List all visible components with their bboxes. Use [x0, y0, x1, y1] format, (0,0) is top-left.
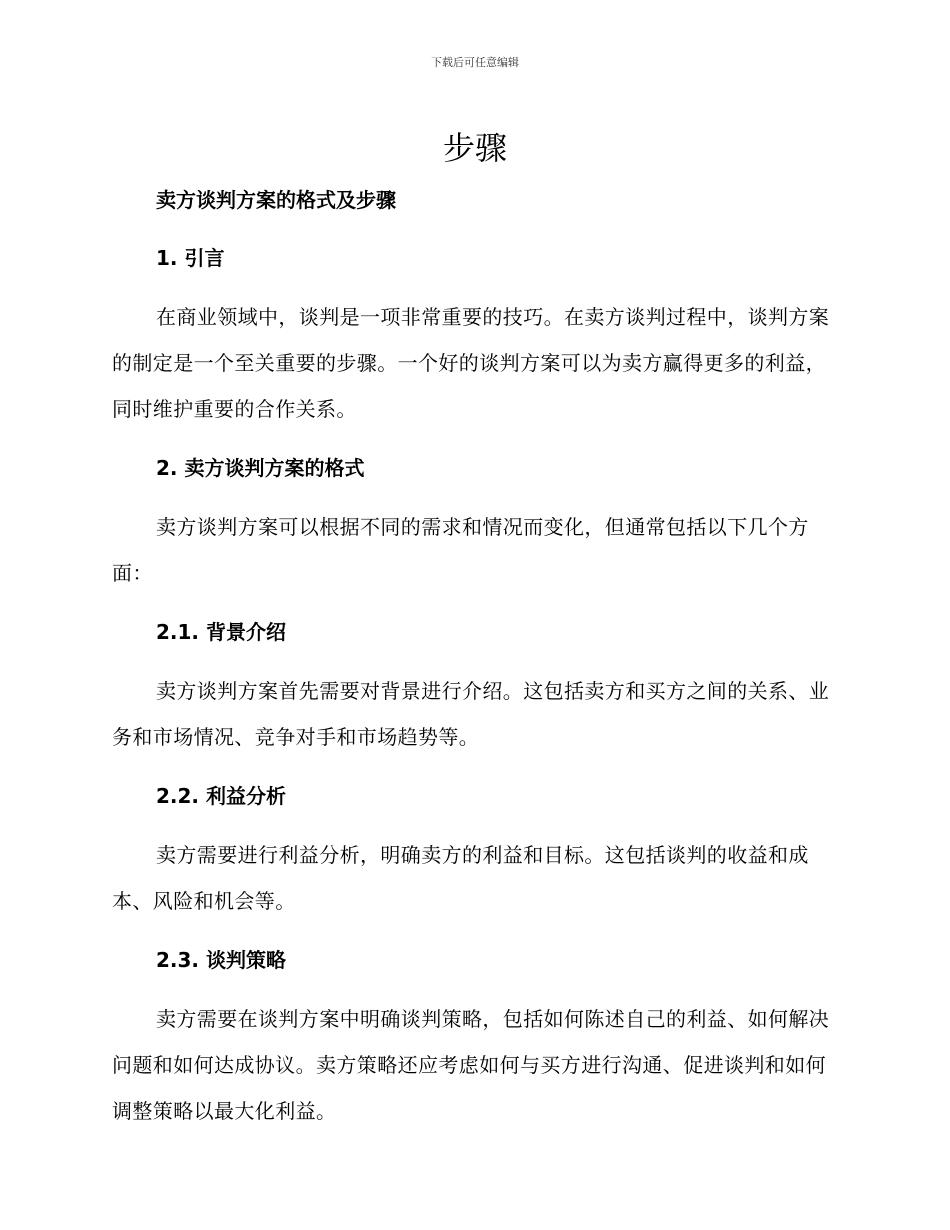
- strategy-paragraph: 卖方需要在谈判方案中明确谈判策略，包括如何陈述自己的利益、如何解决问题和如何达成协议。卖方策略还应考虑如何与买方进行沟通、促进谈判和如何调整策略以最大化利益。: [112, 1007, 830, 1123]
- document-body: [112, 182, 832, 1134]
- format-heading: 2. 卖方谈判方案的格式: [156, 456, 365, 480]
- interest-paragraph: 卖方需要进行利益分析，明确卖方的利益和目标。这包括谈判的收益和成本、风险和机会等。: [112, 843, 809, 913]
- format-paragraph: 卖方谈判方案可以根据不同的需求和情况而变化，但通常包括以下几个方面：: [112, 515, 809, 585]
- intro-paragraph: 在商业领域中，谈判是一项非常重要的技巧。在卖方谈判过程中，谈判方案的制定是一个至关重要的步骤。一个好的谈判方案可以为卖方赢得更多的利益，同时维护重要的合作关系。: [112, 305, 830, 421]
- strategy-heading: 2.3. 谈判策略: [156, 948, 286, 972]
- subtitle-heading: 卖方谈判方案的格式及步骤: [156, 188, 396, 212]
- document-title: 步骤: [442, 129, 507, 167]
- header-note: 下载后可任意编辑: [431, 56, 519, 69]
- interest-heading: 2.2. 利益分析: [156, 784, 286, 808]
- background-heading: 2.1. 背景介绍: [156, 620, 286, 644]
- background-paragraph: 卖方谈判方案首先需要对背景进行介绍。这包括卖方和买方之间的关系、业务和市场情况、竞争对手和市场趋势等。: [112, 679, 830, 749]
- intro-heading: 1. 引言: [156, 246, 225, 270]
